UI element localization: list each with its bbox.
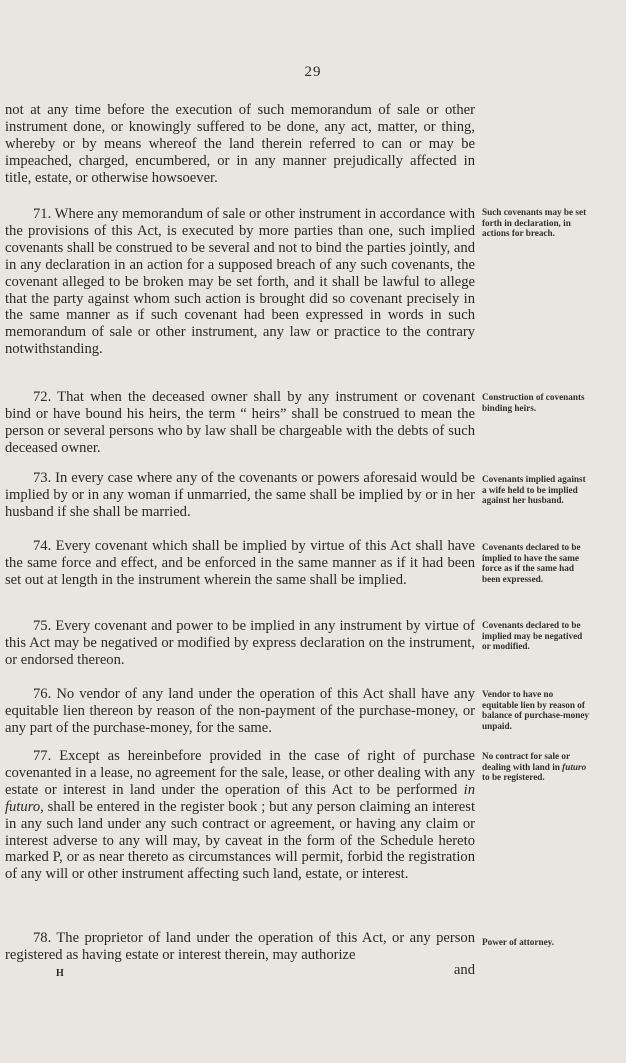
margin-note-76: Vendor to have no equitable lien by reason of balance of purchase-money unpaid.: [482, 689, 590, 731]
section-text: [5, 748, 475, 883]
note-text-part: No contract for sale or dealing with land in: [482, 751, 570, 772]
note-text-part: to be registered.: [482, 772, 545, 783]
section-text: 78. The proprietor of land under the operation of this Act, or any person registered as having estate or interest therein, may authorize: [5, 930, 475, 963]
margin-note-71: Such covenants may be set forth in declaration, in actions for breach.: [482, 207, 587, 239]
section-text: 72. That when the deceased owner shall by any instrument or covenant bind or have bound his heirs, the term “ heirs” shall be construed to mean the person or several persons who by law shall be chargeable with the debts of such deceased owner.: [5, 389, 475, 456]
section-text: 71. Where any memorandum of sale or other instrument in accordance with the provisions of this Act, is executed by more parties than one, such implied covenants shall be construed to be several and not to bind the parties jointly, and in any declaration in an action for a supposed breach of any such covenants, the covenant alleged to be broken may be set forth, and it shall be lawful to allege that the party against whom such action is brought did so covenant precisely in the same manner as if such covenant had been expressed in words in such memorandum of sale or other instrument, any law or practice to the contrary notwithstanding.: [5, 206, 475, 358]
section-75: [5, 618, 475, 669]
section-72: [5, 389, 475, 457]
section-76: [5, 686, 475, 737]
margin-note-74: Covenants declared to be implied to have the same force as if the same had been expressed.: [482, 542, 581, 584]
section-71: [5, 206, 475, 358]
margin-note-75: Covenants declared to be implied may be negatived or modified.: [482, 620, 583, 652]
section-text-part: , shall be entered in the register book ; but any person claiming an interest in any such land under any such contract or agreement, or having any claim or interest adverse to any will may, by caveat in the form of the Schedule hereto marked P, or as near thereto as circumstances will permit, forbid the registration of any will or other instrument affecting such land, estate, or interest.: [5, 798, 475, 883]
page-number: 29: [304, 64, 322, 80]
section-text: 76. No vendor of any land under the operation of this Act shall have any equitable lien thereon by reason of the non-payment of the purchase-money, or any part of the purchase-money, for the same.: [5, 686, 475, 736]
signature-mark: H: [56, 968, 64, 979]
paragraph-text: not at any time before the execution of such memorandum of sale or other instrument done, or knowingly suffered to be done, any act, matter, or thing, whereby or by means whereof the land therein referred to can or may be impeached, charged, encumbered, or in any manner prejudically affected in title, estate, or otherwise howsoever.: [5, 102, 475, 186]
margin-note-72: Construction of covenants binding heirs.: [482, 392, 585, 413]
section-78: [5, 930, 475, 964]
section-text-italic: in futuro: [5, 781, 475, 815]
section-text: 74. Every covenant which shall be implied by virtue of this Act shall have the same force and effect, and be enforced in the same manner as if it had been set out at length in the instrument wherein the same shall be implied.: [5, 538, 475, 588]
section-text: 75. Every covenant and power to be implied in any instrument by virtue of this Act may be negatived or modified by express declaration on the instrument, or endorsed thereon.: [5, 618, 475, 668]
margin-note-73: Covenants implied against a wife held to be implied against her husband.: [482, 474, 586, 506]
section-text-part: 77. Except as hereinbefore provided in the case of right of purchase covenanted in a lease, no agreement for the sale, lease, or other dealing with any estate or interest in land under the operation of this Act to be performed: [5, 748, 475, 798]
margin-note-78: Power of attorney.: [482, 937, 555, 947]
section-74: [5, 538, 475, 589]
section-73: [5, 470, 475, 521]
note-text-italic: futuro: [562, 761, 587, 772]
section-text: 73. In every case where any of the covenants or powers aforesaid would be implied by or in any woman if unmarried, the same shall be implied by or in her husband if she shall be married.: [5, 470, 475, 520]
catchword: and: [453, 962, 475, 978]
paragraph-continuation: [5, 102, 475, 187]
section-77: [5, 748, 475, 883]
margin-note-77: [482, 751, 590, 783]
